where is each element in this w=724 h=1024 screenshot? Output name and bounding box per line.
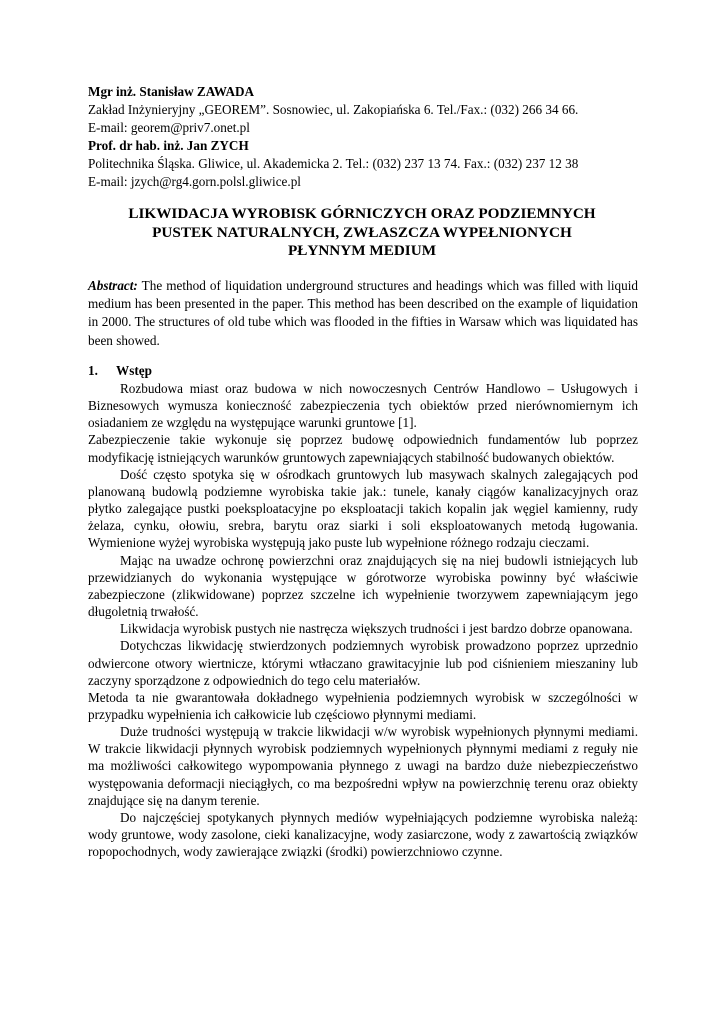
paragraph: Metoda ta nie gwarantowała dokładnego wypełnienia podziemnych wyrobisk w szczególności w przypadku wypełnienia ich całkowicie lub częściowo płynnymi mediami.: [88, 689, 638, 722]
title-line-3: PŁYNNYM MEDIUM: [287, 242, 437, 259]
abstract: [88, 277, 638, 350]
paragraph: Zabezpieczenie takie wykonuje się poprzez budowę odpowiednich fundamentów lub poprzez modyfikację istniejących warunków gruntowych zapewniających stabilność budowanych obiektów.: [88, 432, 638, 465]
author-1-name: Mgr inż. Stanisław ZAWADA: [88, 84, 255, 99]
author-block: [88, 83, 648, 191]
paragraph: Likwidacja wyrobisk pustych nie nastręcza większych trudności i jest bardzo dobrze opanowana.: [120, 621, 633, 637]
section-heading: [88, 362, 152, 380]
paragraph: Rozbudowa miast oraz budowa w nich nowoczesnych Centrów Handlowo – Usługowych i Biznesowych wymusza konieczność zabezpieczenia tych obiektów przed nierównomiernym ich osiadaniem ze względu na występujące warunki gruntowe [1].: [88, 381, 638, 431]
paragraph: Dość często spotyka się w ośrodkach gruntowych lub masywach skalnych zalegających pod planowaną budowlą podziemne wyrobiska takie jak.: tunele, kanały ciągów kanalizacyjnych oraz płytko zalegające pustki poeksploatacyjne po eksploatacji takich kopalin jak węgiel kamienny, rudy żelaza, cynku, ołowiu, srebra, barytu oraz siarki i soli eksploatowanych metodą ługowania. Wymienione wyżej wyrobiska występują jako puste lub wypełnione różnego rodzaju cieczami.: [88, 466, 638, 551]
abstract-label: Abstract:: [88, 278, 138, 293]
author-2-name: Prof. dr hab. inż. Jan ZYCH: [88, 138, 249, 153]
abstract-text: The method of liquidation underground structures and headings which was filled with liquid medium has been presented in the paper. This method has been described on the example of liquidation in 2000. The structures of old tube which was flooded in the fifties in Warsaw which was liquidated has been showed.: [88, 278, 638, 348]
title-line-1: LIKWIDACJA WYROBISK GÓRNICZYCH ORAZ PODZIEMNYCH: [128, 205, 596, 222]
section-body: [88, 380, 638, 860]
author-1-email: E-mail: georem@priv7.onet.pl: [88, 120, 250, 135]
paper-title: [80, 205, 644, 261]
paragraph: Duże trudności występują w trakcie likwidacji w/w wyrobisk wypełnionych płynnymi mediami. W trakcie likwidacji płynnych wyrobisk podziemnych wypełnionych płynnymi mediami z reguły nie ma możliwości całkowitego wypompowania płynnego z uwagi na bardzo duże niebezpieczeństwo występowania deformacji nieciągłych, co ma bezpośredni wpływ na powierzchnię terenu oraz obiekty znajdujące się na danym terenie.: [88, 724, 638, 808]
author-2-affiliation: Politechnika Śląska. Gliwice, ul. Akademicka 2. Tel.: (032) 237 13 74. Fax.: (032) 237 12 38: [88, 156, 579, 171]
title-line-2: PUSTEK NATURALNYCH, ZWŁASZCZA WYPEŁNIONYCH: [152, 223, 572, 241]
paragraph: Dotychczas likwidację stwierdzonych podziemnych wyrobisk prowadzono poprzez uprzednio odwiercone otwory wiertnicze, którymi wtłaczano grawitacyjnie lub pod ciśnieniem mieszaniny lub zaczyny sporządzone z odpowiednich do tego celu materiałów.: [88, 638, 638, 688]
author-1-affiliation: Zakład Inżynieryjny „GEOREM”. Sosnowiec, ul. Zakopiańska 6. Tel./Fax.: (032) 266 34 66.: [88, 102, 579, 117]
paragraph: Mając na uwadze ochronę powierzchni oraz znajdujących się na niej budowli istniejących lub przewidzianych do wykonania występujące w górotworze wyrobiska powinny być właściwie zabezpieczone (zlikwidowane) poprzez szczelne ich wypełnienie tworzywem zapewniającym jego długoletnią trwałość.: [88, 552, 638, 620]
author-2-email: E-mail: jzych@rg4.gorn.polsl.gliwice.pl: [88, 174, 301, 189]
paragraph: Do najczęściej spotykanych płynnych mediów wypełniających podziemne wyrobiska należą: wody gruntowe, wody zasolone, cieki kanalizacyjne, wody zasiarczone, wody z zawartością związków ropopochodnych, wody zawierające związki (środki) powierzchniowo czynne.: [88, 809, 638, 860]
section-title: Wstęp: [116, 363, 152, 378]
section-number: 1.: [88, 363, 98, 378]
